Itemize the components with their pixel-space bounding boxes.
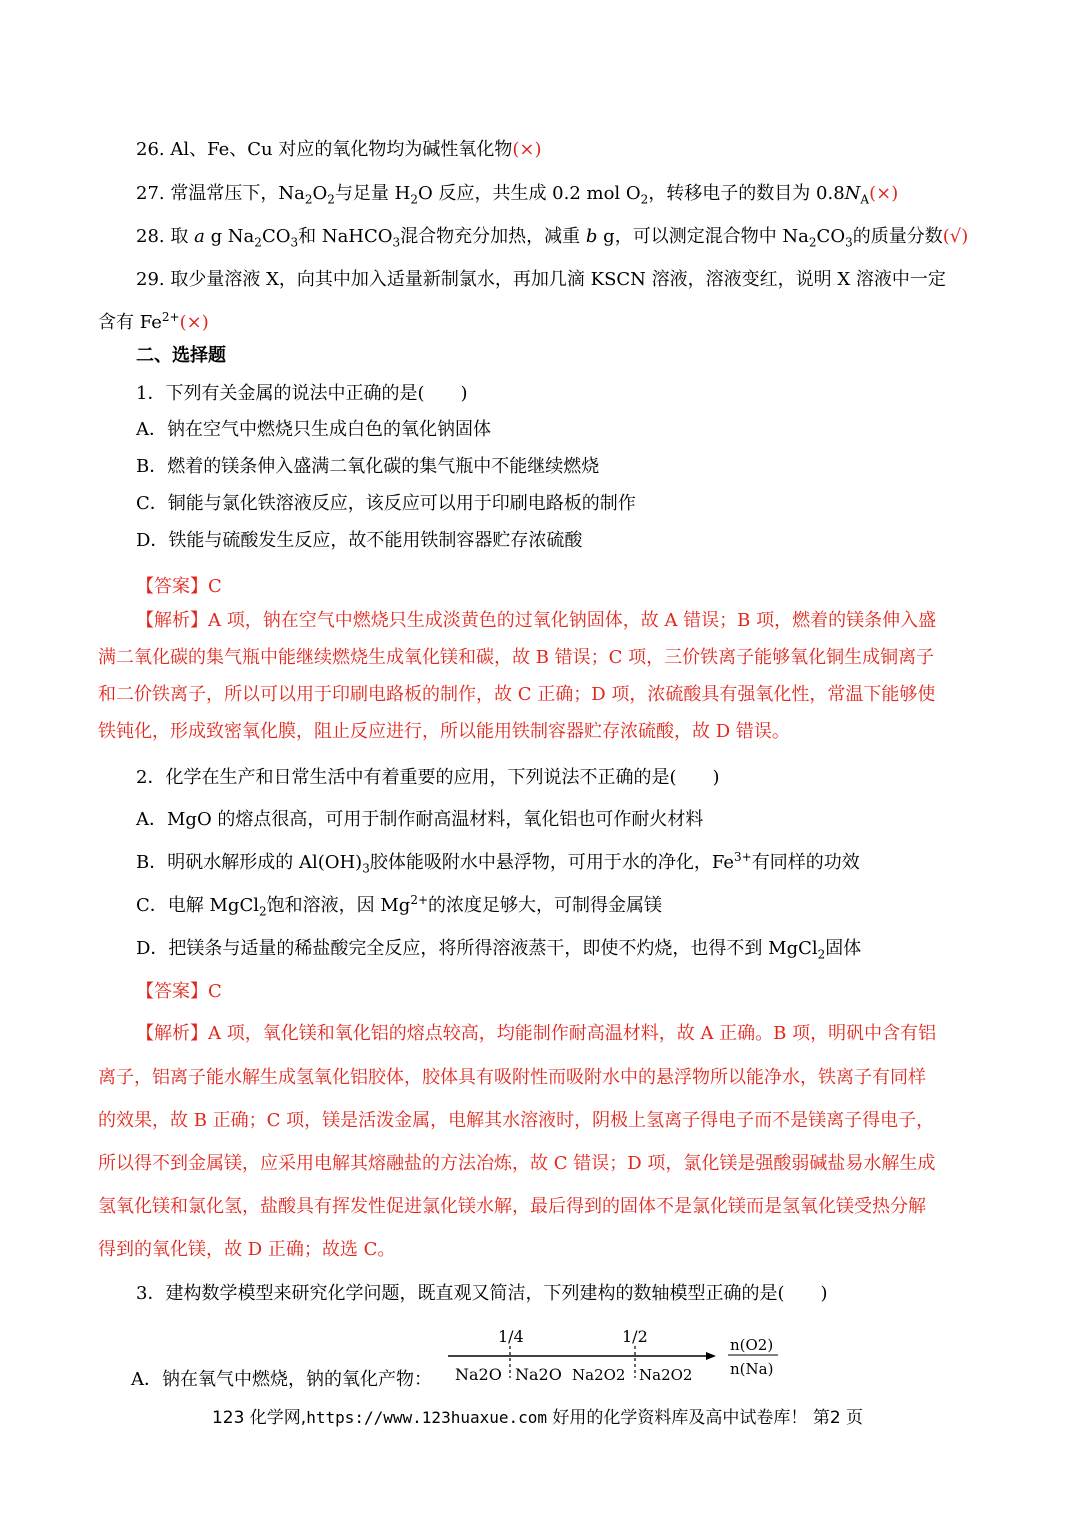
section-title: 二、选择题 [136, 345, 226, 366]
q1-explanation-line: 和二价铁离子，所以可以用于印刷电路板的制作，故 C 正确；D 项，浓硫酸具有强氧化性，常温下能够使 [98, 684, 936, 705]
q3-option-a: A．钠在氧气中燃烧，钠的氧化产物： [131, 1369, 432, 1390]
q2-explanation-line: 得到的氧化镁，故 D 正确；故选 C。 [98, 1239, 396, 1260]
tf-item-29-line2: 含有 $Fe^{2+}(\times)$ [98, 310, 209, 333]
page-footer: 123 化学网,https://www.123huaxue.com 好用的化学资料库及高中试卷库！ 第2 页 [211, 1408, 864, 1428]
q2-option-b: B．明矾水解形成的 $Al(OH)_3$胶体能吸附水中悬浮物，可用于水的净化，$Fe^{3+}$有同样的功效 [136, 850, 860, 876]
segment-label: Na2O [455, 1365, 502, 1384]
tf-item-29-line1: 29. 取少量溶液 X，向其中加入适量新制氯水，再加几滴 KSCN 溶液，溶液变红，说明 X 溶液中一定 [136, 269, 946, 290]
segment-label: Na2O2 [572, 1366, 626, 1384]
ratio-numerator: n(O2) [730, 1336, 774, 1354]
axis-arrow [706, 1352, 716, 1360]
q2-option-c: C．电解 MgCl$_2$饱和溶液，因 $Mg^{2+}$的浓度足够大，可制得金属镁 [136, 893, 663, 919]
wrong-mark: (×) [179, 312, 209, 333]
segment-label: Na2O2 [639, 1366, 693, 1384]
correct-mark: (√) [942, 226, 969, 247]
q1-stem: 1．下列有关金属的说法中正确的是( ) [136, 383, 468, 404]
tf-item-27: 27. 常温常压下，$Na_2O_2$与足量 $H_2O$ 反应，共生成 0.2 mol $O_2$，转移电子的数目为 $0.8N_A(\times)$ [136, 183, 899, 207]
q2-explanation-line: 的效果，故 B 正确；C 项，镁是活泼金属，电解其水溶液时，阴极上氢离子得电子而不是镁离子得电子， [98, 1110, 935, 1131]
wrong-mark: (×) [869, 183, 899, 204]
q1-option-a: A．钠在空气中燃烧只生成白色的氧化钠固体 [136, 419, 491, 440]
tf-item-26: 26. Al、Fe、Cu 对应的氧化物均为碱性氧化物(×) [136, 139, 542, 160]
q1-explanation-line: 铁钝化，形成致密氧化膜，阻止反应进行，所以能用铁制容器贮存浓硫酸，故 D 错误。 [98, 721, 790, 742]
footer-link[interactable]: https://www.123huaxue.com [306, 1408, 548, 1427]
q2-option-d: D．把镁条与适量的稀盐酸完全反应，将所得溶液蒸干，即使不灼烧，也得不到 MgCl$_2$固体 [136, 938, 862, 962]
q2-option-a: A．MgO 的熔点很高，可用于制作耐高温材料，氧化铝也可作耐火材料 [136, 809, 704, 830]
q2-stem: 2．化学在生产和日常生活中有着重要的应用，下列说法不正确的是( ) [136, 767, 720, 788]
segment-label: Na2O [515, 1365, 562, 1384]
tick-label-quarter: 1/4 [498, 1327, 524, 1346]
q2-explanation-line: 离子，铝离子能水解生成氢氧化铝胶体，胶体具有吸附性而吸附水中的悬浮物所以能净水，铁离子有同样 [98, 1067, 926, 1088]
q1-option-d: D．铁能与硫酸发生反应，故不能用铁制容器贮存浓硫酸 [136, 530, 583, 551]
q2-answer: 【答案】C [136, 981, 222, 1002]
q1-option-b: B．燃着的镁条伸入盛满二氧化碳的集气瓶中不能继续燃烧 [136, 456, 600, 477]
q2-explanation-line: 所以得不到金属镁，应采用电解其熔融盐的方法冶炼，故 C 错误；D 项，氯化镁是强酸弱碱盐易水解生成 [98, 1153, 936, 1174]
q2-explanation-line: 【解析】A 项，氧化镁和氧化铝的熔点较高，均能制作耐高温材料，故 A 正确。B 项，明矾中含有铝 [136, 1023, 937, 1044]
q1-option-c: C．铜能与氯化铁溶液反应，该反应可以用于印刷电路板的制作 [136, 493, 636, 514]
q1-explanation-line: 满二氧化碳的集气瓶中能继续燃烧生成氧化镁和碳，故 B 错误；C 项，三价铁离子能够氧化铜生成铜离子 [98, 647, 935, 668]
wrong-mark: (×) [512, 139, 542, 160]
q2-explanation-line: 氢氧化镁和氯化氢，盐酸具有挥发性促进氯化镁水解，最后得到的固体不是氯化镁而是氢氧化镁受热分解 [98, 1196, 926, 1217]
q1-explanation-line: 【解析】A 项，钠在空气中燃烧只生成淡黄色的过氧化钠固体，故 A 错误；B 项，燃着的镁条伸入盛 [136, 610, 937, 631]
ratio-denominator: n(Na) [730, 1360, 774, 1378]
q1-answer: 【答案】C [136, 576, 222, 597]
q3-stem: 3．建构数学模型来研究化学问题，既直观又简洁，下列建构的数轴模型正确的是( ) [136, 1283, 828, 1304]
tf-item-28: 28. 取 a g $Na_2CO_3$和 NaHCO$_3$混合物充分加热，减重 b g，可以测定混合物中 $Na_2CO_3$的质量分数(√) [136, 226, 969, 250]
tick-label-half: 1/2 [622, 1327, 648, 1346]
number-axis-diagram [130, 1322, 830, 1392]
